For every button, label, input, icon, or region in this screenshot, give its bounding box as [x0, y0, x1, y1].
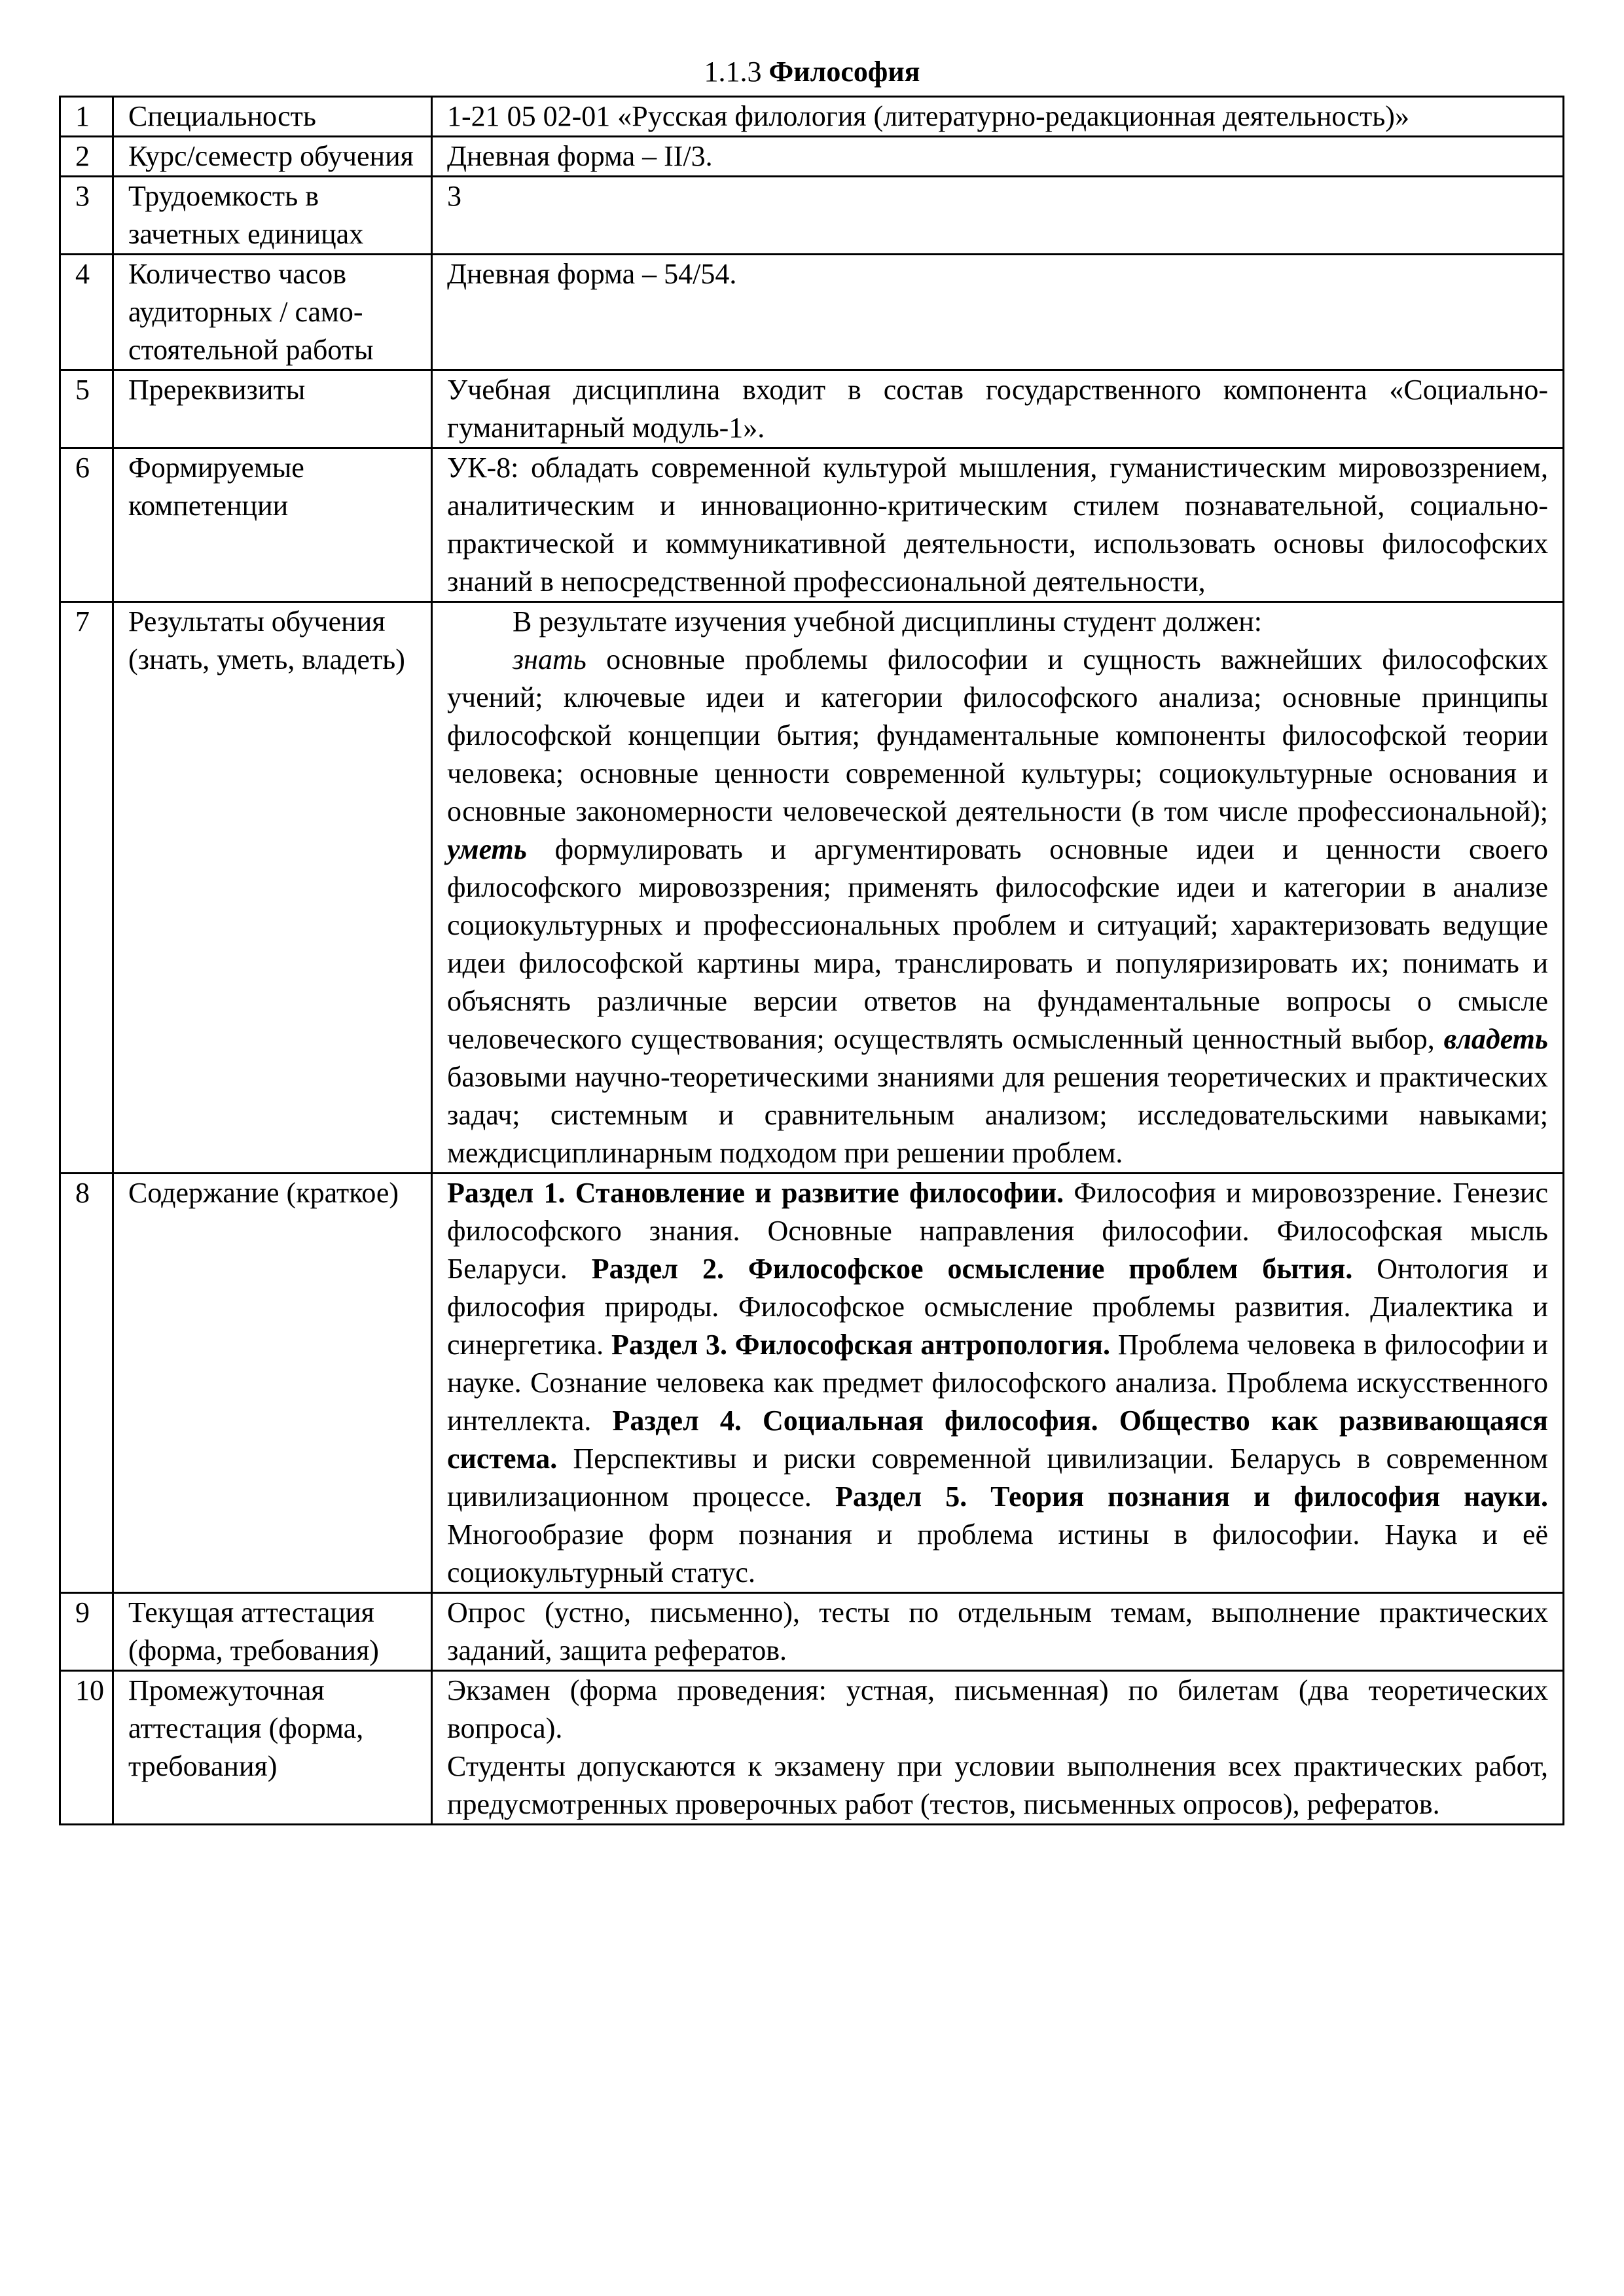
section-3-text: Проблема человека в философии и науке. Сознание человека как предмет философского анализа. Проблема искусственного интеллекта. [447, 1329, 1549, 1437]
table-row [60, 448, 1564, 602]
final-attestation [432, 1671, 1564, 1825]
row-value: Опрос (устно, письменно), тесты по отдельным темам, выполнение практических заданий, защита рефератов. [432, 1593, 1564, 1671]
row-number: 3 [60, 177, 113, 255]
section-2-title: Раздел 2. Философское осмысление проблем бытия. [591, 1253, 1353, 1285]
table-row [60, 137, 1564, 177]
course-content [432, 1174, 1564, 1593]
exam-form: Экзамен (форма проведения: устная, письменная) по билетам (два теоретических вопроса). [447, 1674, 1548, 1744]
section-5-text: Многообразие форм познания и проблема истины в философии. Наука и её социокультурный статус. [447, 1518, 1548, 1588]
own-text: базовыми научно-теоретическими знаниями для решения теоретических и практических задач; системным и сравнительным анализом; исследовательскими навыками; междисциплинарным подходом при решении проблем. [447, 1061, 1548, 1169]
row-value: Дневная форма – 54/54. [432, 255, 1564, 370]
row-value: 1-21 05 02-01 «Русская филология (литературно-редакционная деятельность)» [432, 97, 1564, 137]
row-number: 2 [60, 137, 113, 177]
row-label: Количество часов аудиторных / само-стоятельной работы [113, 255, 432, 370]
table-row [60, 1593, 1564, 1671]
table-row [60, 255, 1564, 370]
row-number: 6 [60, 448, 113, 602]
row-label: Содержание (краткое) [113, 1174, 432, 1593]
section-4-text: Перспективы и риски современной цивилизации. Беларусь в современном цивилизационном процессе. [447, 1443, 1548, 1513]
section-4-title: Раздел 4. Социальная философия. Общество как развивающаяся система. [447, 1405, 1548, 1475]
row-label: Результаты обучения (знать, уметь, владеть) [113, 602, 432, 1174]
document-title [0, 54, 1624, 90]
row-number: 10 [60, 1671, 113, 1825]
table-row [60, 1671, 1564, 1825]
know-keyword: знать [513, 643, 586, 675]
course-table [59, 96, 1564, 1825]
can-keyword: уметь [447, 833, 527, 865]
exam-admission: Студенты допускаются к экзамену при условии выполнения всех практических работ, предусмотренных проверочных работ (тестов, письменных опросов), рефератов. [447, 1750, 1548, 1820]
table-row [60, 370, 1564, 448]
outcomes-intro: В результате изучения учебной дисциплины студент должен: [513, 605, 1263, 637]
section-3-title: Раздел 3. Философская антропология. [611, 1329, 1110, 1361]
row-label: Промежуточная аттестация (форма, требования) [113, 1671, 432, 1825]
row-value: 3 [432, 177, 1564, 255]
row-label: Трудоемкость в зачетных единицах [113, 177, 432, 255]
row-number: 8 [60, 1174, 113, 1593]
row-number: 7 [60, 602, 113, 1174]
row-value: Дневная форма – II/3. [432, 137, 1564, 177]
table-row [60, 602, 1564, 1174]
know-text: основные проблемы философии и сущность важнейших философских учений; ключевые идеи и категории философского анализа; основные принципы философской концепции бытия; фундаментальные компоненты философской теории человека; основные ценности современной культуры; социокультурные основания и основные закономерности человеческой деятельности (в том числе профессиональной); [447, 643, 1548, 827]
section-1-text: Философия и мировоззрение. Генезис философского знания. Основные направления философии. Философская мысль Беларуси. [447, 1177, 1548, 1285]
table-row [60, 177, 1564, 255]
row-number: 4 [60, 255, 113, 370]
row-label: Курс/семестр обучения [113, 137, 432, 177]
can-text: формулировать и аргументировать основные идеи и ценности своего философского мировоззрения; применять философские идеи и категории в анализе социокультурных и профессиональных проблем и ситуаций; характеризовать ведущие идеи философской картины мира, транслировать и популяризировать их; понимать и объяснять различные версии ответов на фундаментальные вопросы о смысле человеческого существования; осуществлять осмысленный ценностный выбор, [447, 833, 1548, 1055]
row-label: Специальность [113, 97, 432, 137]
title-name: Философия [768, 56, 920, 88]
row-label: Текущая аттестация (форма, требования) [113, 1593, 432, 1671]
row-value: УК-8: обладать современной культурой мышления, гуманистическим мировоззрением, аналитическим и инновационно-критическим стилем познавательной, социально-практической и коммуникативной деятельности, использовать основы философских знаний в непосредственной профессиональной деятельности, [432, 448, 1564, 602]
row-value: Учебная дисциплина входит в состав государственного компонента «Социально-гуманитарный модуль-1». [432, 370, 1564, 448]
table-row [60, 1174, 1564, 1593]
learning-outcomes [432, 602, 1564, 1174]
row-number: 5 [60, 370, 113, 448]
section-5-title: Раздел 5. Теория познания и философия науки. [835, 1480, 1548, 1513]
section-2-text: Онтология и философия природы. Философское осмысление проблемы развития. Диалектика и синергетика. [447, 1253, 1548, 1361]
row-number: 1 [60, 97, 113, 137]
section-1-title: Раздел 1. Становление и развитие философии. [447, 1177, 1064, 1209]
row-number: 9 [60, 1593, 113, 1671]
row-label: Пререквизиты [113, 370, 432, 448]
table-row [60, 97, 1564, 137]
own-keyword: владеть [1443, 1023, 1548, 1055]
title-number: 1.1.3 [704, 56, 762, 88]
row-label: Формируемые компетенции [113, 448, 432, 602]
